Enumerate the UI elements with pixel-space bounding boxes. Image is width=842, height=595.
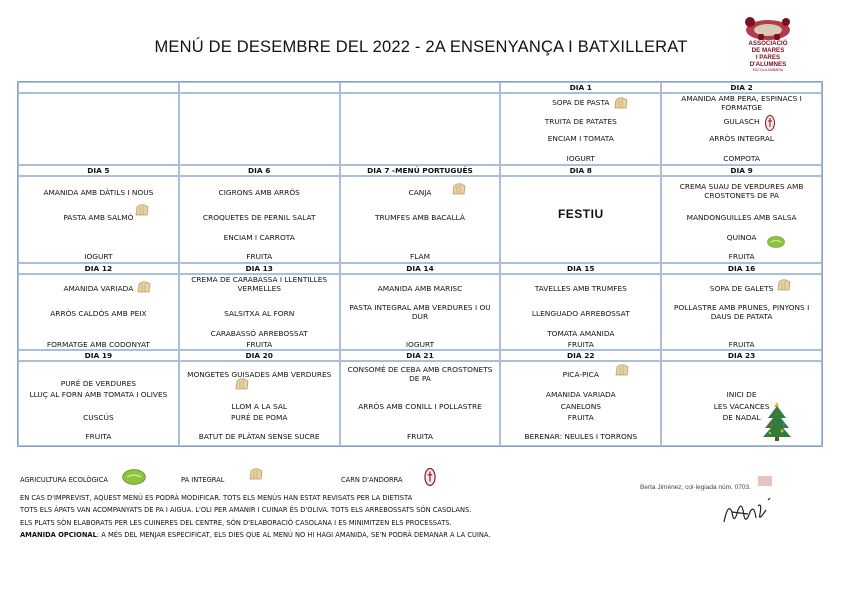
day-header: DIA 14: [340, 263, 501, 274]
menu-item: PURÉ DE VERDURES: [60, 379, 136, 388]
day-cell: [18, 361, 179, 446]
menu-item: CANELONS: [560, 402, 601, 411]
menu-item: CROQUETES DE PERNIL SALAT: [202, 213, 316, 222]
menu-item: PURÉ DE POMA: [230, 413, 288, 422]
menu-item: CREMA DE CARABASSA I LLENTILLES VERMELLES: [191, 275, 328, 293]
menu-item: MONGETES GUISADES AMB VERDURES: [187, 370, 332, 379]
menu-item: FRUITA: [567, 340, 594, 349]
day-cell: [661, 274, 822, 350]
day-header: DIA 8: [500, 165, 661, 176]
legend-bread-label: PA INTEGRAL: [181, 476, 225, 484]
menu-item: FORMATGE AMB CODONYAT: [46, 340, 150, 349]
menu-item: FRUITA: [728, 340, 755, 349]
menu-item: PASTA INTEGRAL AMB VERDURES I OU DUR: [349, 303, 491, 321]
menu-item: FRUITA: [728, 252, 755, 261]
menu-item: AMANIDA VARIADA: [545, 390, 616, 399]
menu-item: COMPOTA: [723, 154, 760, 163]
organic-icon: [122, 467, 146, 487]
menu-item: CIGRONS AMB ARRÒS: [218, 188, 300, 197]
dietitian-credit: Berta Jiménez, col·legiada núm. 0703.: [640, 484, 751, 491]
day-header: DIA 20: [179, 350, 340, 361]
menu-item: AMANIDA AMB PERA, ESPINACS I FORMATGE: [681, 94, 802, 112]
week-header-row: [18, 165, 822, 176]
menu-item: PICA-PICA: [562, 370, 599, 379]
day-cell: [340, 274, 501, 350]
day-cell-holiday: [500, 176, 661, 263]
note-line: EN CAS D'IMPREVIST, AQUEST MENÚ ES PODRÀ MODIFICAR. TOTS ELS MENÚS HAN ESTAT REVISATS PER LA DIETISTA: [20, 494, 413, 502]
menu-item: FLAM: [410, 252, 430, 261]
turtle-logo-icon: [740, 14, 796, 42]
day-header: DIA 15: [500, 263, 661, 274]
day-cell-empty: [179, 93, 340, 165]
menu-item: IOGURT: [566, 154, 595, 163]
signature-icon: [718, 492, 778, 532]
bread-icon: [136, 281, 152, 294]
menu-item: IOGURT: [405, 340, 435, 349]
day-cell: [500, 274, 661, 350]
bread-icon: [234, 378, 250, 391]
week-header-row: [18, 350, 822, 361]
day-cell: [179, 361, 340, 446]
note-line: TOTS ELS ÀPATS VAN ACOMPANYATS DE PA I AIGUA. L'OLI PER AMANIR I CUINAR ÉS D'OLIVA. TOTS ELS ARREBOSSATS SÓN CASOLANS.: [20, 506, 472, 515]
menu-item: SOPA DE GALETS: [709, 284, 774, 293]
menu-item: SOPA DE PASTA: [552, 98, 610, 107]
day-cell-empty: [340, 93, 501, 165]
day-header: DIA 12: [18, 263, 179, 274]
note-line: ELS PLATS SÓN ELABORATS PER LES CUINERES DEL CENTRE, SÓN D'ELABORACIÓ CASOLANA I ES MINIMITZEN ELS PROCESSATS.: [20, 518, 452, 527]
menu-item: PASTA AMB SALMÓ: [63, 213, 134, 222]
day-header: DIA 22: [500, 350, 661, 361]
day-header: DIA 23: [661, 350, 822, 361]
bread-icon: [613, 97, 629, 110]
bread-icon: [248, 468, 264, 481]
menu-item: ARRÒS AMB CONILL I POLLASTRE: [358, 402, 482, 411]
day-header: DIA 13: [179, 263, 340, 274]
legend-eco-label: AGRICULTURA ECOLÒGICA: [20, 476, 108, 484]
menu-item: FRUITA: [85, 432, 112, 441]
bread-icon: [451, 183, 467, 196]
menu-item: ENCIAM I TOMATA: [547, 134, 614, 143]
day-cell: [340, 361, 501, 446]
menu-item: FRUITA: [407, 432, 433, 441]
day-header: [18, 82, 179, 93]
week-body-row: [18, 176, 822, 263]
andorra-meat-icon: [424, 468, 436, 486]
menu-item: MANDONGUILLES AMB SALSA: [686, 213, 797, 222]
menu-item: FRUITA: [246, 252, 273, 261]
bread-icon: [614, 364, 630, 377]
menu-item: LLUÇ AL FORN AMB TOMATA I OLIVES: [29, 390, 168, 399]
christmas-tree-icon: [762, 400, 792, 442]
menu-item: TAVELLES AMB TRUMFES: [534, 284, 627, 293]
day-cell: [18, 176, 179, 263]
notes-block: [20, 492, 490, 541]
day-cell: [340, 176, 501, 263]
day-header: DIA 9: [661, 165, 822, 176]
day-cell: [179, 176, 340, 263]
menu-item: ARRÒS CALDÓS AMB PEIX: [50, 309, 147, 318]
menu-item: CUSCÚS: [83, 413, 114, 422]
menu-item: TRUITA DE PATATES: [544, 117, 617, 126]
day-cell: [661, 361, 822, 446]
menu-item: BATUT DE PLÀTAN SENSE SUCRE: [198, 432, 320, 441]
day-header: DIA 1: [500, 82, 661, 93]
stamp-icon: [758, 476, 794, 486]
menu-item: TRUMFES AMB BACALLÀ: [375, 213, 465, 222]
organic-icon: [767, 236, 785, 248]
menu-item: FRUITA: [246, 340, 273, 349]
week-body-row: [18, 93, 822, 165]
bread-icon: [776, 279, 792, 292]
menu-table: [17, 81, 823, 447]
day-header: DIA 21: [340, 350, 501, 361]
day-header: DIA 5: [18, 165, 179, 176]
menu-item: ARRÒS INTEGRAL: [709, 134, 774, 143]
menu-item: LES VACANCES: [713, 402, 770, 411]
bread-icon: [134, 204, 150, 217]
note-line: AMANIDA OPCIONAL: A MÉS DEL MENJAR ESPECIFICAT, ELS DIES QUE AL MENÚ NO HI HAGI AMANIDA, SE'N PODRÀ DEMANAR A LA CUINA.: [20, 530, 491, 539]
day-cell: [179, 274, 340, 350]
menu-item: LLOM A LA SAL: [231, 402, 287, 411]
day-cell: [500, 361, 661, 446]
day-header: DIA 16: [661, 263, 822, 274]
day-cell: [500, 93, 661, 165]
menu-item: AMANIDA AMB MARISC: [377, 284, 463, 293]
day-cell: [661, 93, 822, 165]
menu-item: CREMA SUAU DE VERDURES AMB CROSTONETS DE PA: [679, 182, 804, 200]
logo-text: ASSOCIACIÓ DE MARES I PARES D'ALUMNES ESCOLA AMBARIA: [748, 40, 788, 72]
legend-meat-label: CARN D'ANDORRA: [341, 476, 403, 484]
menu-item: QUINOA: [726, 233, 757, 242]
menu-item: FRUITA: [567, 413, 594, 422]
andorra-meat-icon: [765, 115, 775, 131]
day-header: [340, 82, 501, 93]
menu-item: BERENAR: NEULES I TORRONS: [524, 432, 638, 441]
menu-item: AMANIDA VARIADA: [63, 284, 134, 293]
menu-item: POLLASTRE AMB PRUNES, PINYONS I DAUS DE PATATA: [673, 303, 810, 321]
day-header: DIA 19: [18, 350, 179, 361]
association-logo: [740, 14, 796, 72]
menu-item: CARABASSÓ ARREBOSSAT: [210, 329, 308, 338]
menu-item: INICI DE: [726, 390, 757, 399]
week-body-row: [18, 274, 822, 350]
week-header-row: [18, 263, 822, 274]
menu-item: ENCIAM I CARROTA: [223, 233, 295, 242]
menu-item: AMANIDA AMB DÀTILS I NOUS: [43, 188, 154, 197]
day-header: DIA 6: [179, 165, 340, 176]
page-title: MENÚ DE DESEMBRE DEL 2022 - 2A ENSENYANÇA I BATXILLERAT: [154, 38, 688, 56]
menu-item: GULASCH: [723, 117, 760, 126]
menu-item: CONSOMÉ DE CEBA AMB CROSTONETS DE PA: [347, 365, 493, 383]
day-header: DIA 7 -MENÚ PORTUGUÈS: [340, 165, 501, 176]
menu-item: IOGURT: [84, 252, 113, 261]
week-header-row: [18, 82, 822, 93]
day-cell: [661, 176, 822, 263]
holiday-label: FESTIU: [557, 207, 604, 221]
day-cell-empty: [18, 93, 179, 165]
menu-item: LLENGUADO ARREBOSSAT: [531, 309, 630, 318]
day-header: DIA 2: [661, 82, 822, 93]
menu-item: TOMATA AMANIDA: [547, 329, 615, 338]
menu-item: SALSITXA AL FORN: [224, 309, 295, 318]
menu-item: DE NADAL: [722, 413, 761, 422]
menu-item: CANJA: [408, 188, 432, 197]
day-header: [179, 82, 340, 93]
day-cell: [18, 274, 179, 350]
week-body-row: [18, 361, 822, 446]
